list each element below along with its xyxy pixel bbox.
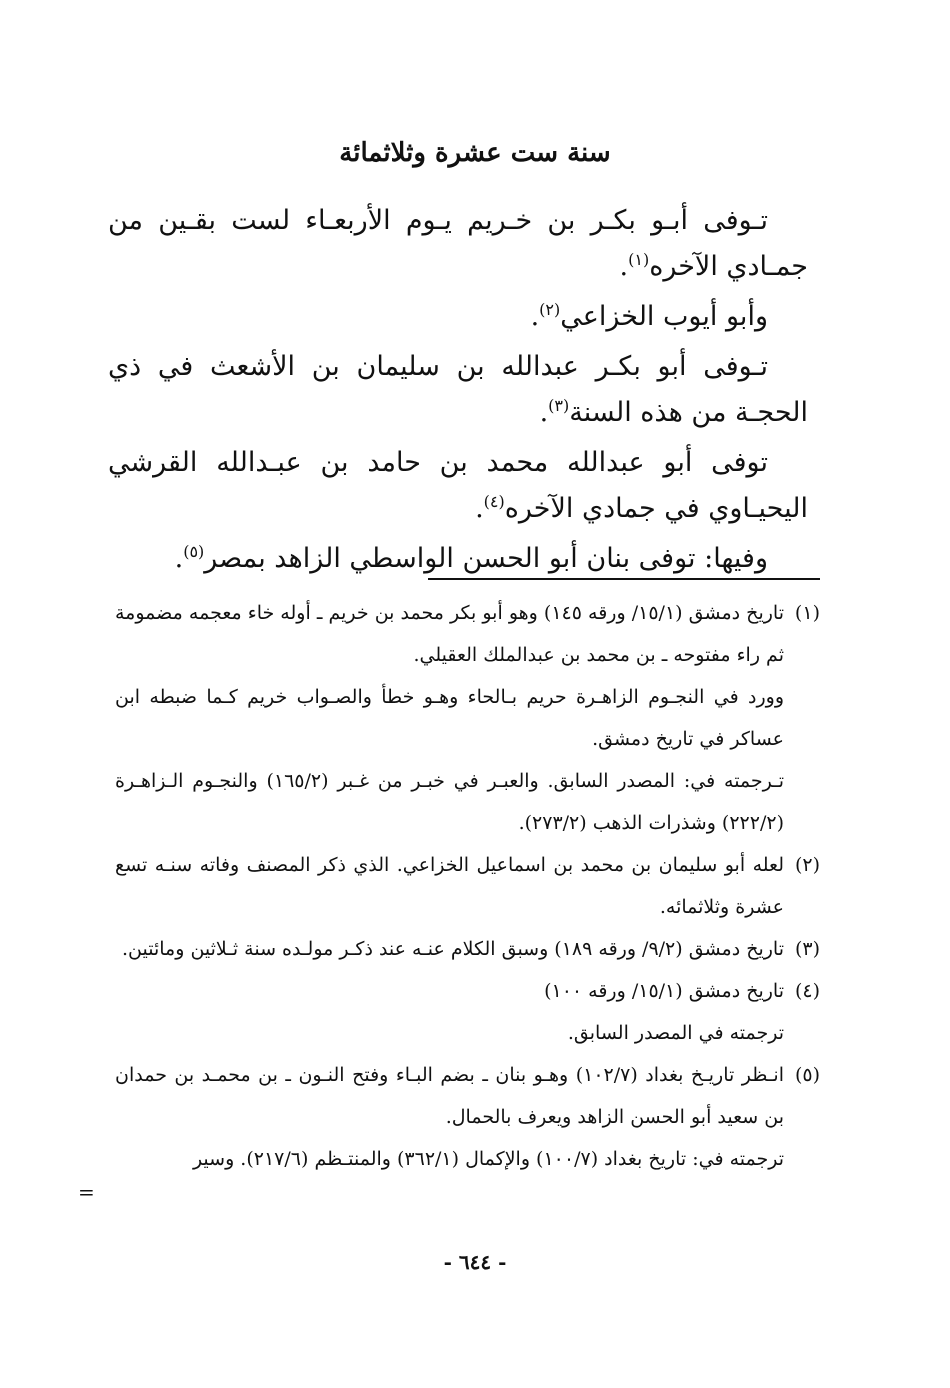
- footnote-number: (١): [794, 602, 820, 624]
- paragraph: وفيها: توفى بنان أبو الحسن الواسطي الزاهد بمصر$^{(٥)}$.: [174, 542, 768, 574]
- footnote-separator: [428, 578, 820, 580]
- main-text: [108, 198, 808, 582]
- footnote-continuation: ترجمته في المصدر السابق.: [567, 1022, 784, 1044]
- footnote-number: (٤): [794, 980, 820, 1002]
- footnotes: [115, 592, 820, 1180]
- paragraph: وأبو أيوب الخزاعي$^{(٢)}$.: [530, 300, 768, 332]
- footnote: (٢)لعله أبو سليمان بن محمد بن اسماعيل الخزاعي. الذي ذكر المصنف وفاته سنـه تسع عشرة وثلاثمائه.: [115, 844, 820, 928]
- paragraph: تـوفى أبـو بكـر بن خـريم يـوم الأربعـاء لست بقـين من جمـادي الآخره$^{(١)}$.: [108, 205, 808, 282]
- footnote-ref: (١): [628, 250, 650, 269]
- footnote: (٥)انـظر تاريـخ بغداد (١٠٢/٧) وهـو بنان ـ بضم البـاء وفتح النـون ـ بن محمـد بن حمدان بن سعيد أبو الحسن الزاهد ويعرف بالحمال.: [115, 1054, 820, 1138]
- footnote-number: (٣): [794, 938, 820, 960]
- page-title: سنة ست عشرة وثلاثمائة: [339, 138, 611, 168]
- footnote-continuation: تـرجمته في: المصدر السابق. والعبـر في خبـر من غـبر (١٦٥/٢) والنجـوم الـزاهـرة (٢٢٢/٢) وشذرات الذهب (٢٧٣/٢).: [115, 770, 784, 834]
- footnote-number: (٥): [794, 1064, 820, 1086]
- footnote-number: (٢): [794, 854, 820, 876]
- footnote-ref: (٤): [483, 492, 505, 511]
- footnote: (١)تاريخ دمشق (١٥/١/ ورقه ١٤٥) وهو أبو بكر محمد بن خريم ـ أوله خاء معجمه مضمومة ثم راء مفتوحه ـ بن محمد بن عبدالملك العقيلي.: [115, 592, 820, 676]
- footnote-ref: (٥): [183, 542, 205, 561]
- footnote-ref: (٢): [539, 300, 561, 319]
- paragraph: تـوفى أبو بكـر عبدالله بن سليمان بن الأشعث في ذي الحجـة من هذه السنة$^{(٣)}$.: [108, 351, 808, 428]
- footnote: (٣)تاريخ دمشق (٩/٢/ ورقه ١٨٩) وسبق الكلام عنـه عند ذكـر مولـده سنة ثـلاثين ومائتين.: [115, 928, 820, 970]
- paragraph: توفى أبو عبدالله محمد بن حامد بن عبـدالله القرشي اليحيـاوي في جمادي الآخره$^{(٤)}$.: [108, 447, 808, 524]
- footnote-continuation: وورد في النجـوم الزاهـرة حريم بـالحاء وهـو خطأ والصـواب خريم كـما ضبطه ابن عساكر في تاريخ دمشق.: [115, 686, 784, 750]
- footnote-continuation: ترجمته في: تاريخ بغداد (١٠٠/٧) والإكمال (٣٦٢/١) والمنتـظم (٢١٧/٦). وسير: [192, 1148, 784, 1170]
- footnote-ref: (٣): [548, 396, 570, 415]
- footnote: (٤)تاريخ دمشق (١٥/١/ ورقه ١٠٠): [115, 970, 820, 1012]
- continuation-mark: =: [78, 1180, 95, 1204]
- page-number: - ٦٤٤ -: [443, 1250, 507, 1274]
